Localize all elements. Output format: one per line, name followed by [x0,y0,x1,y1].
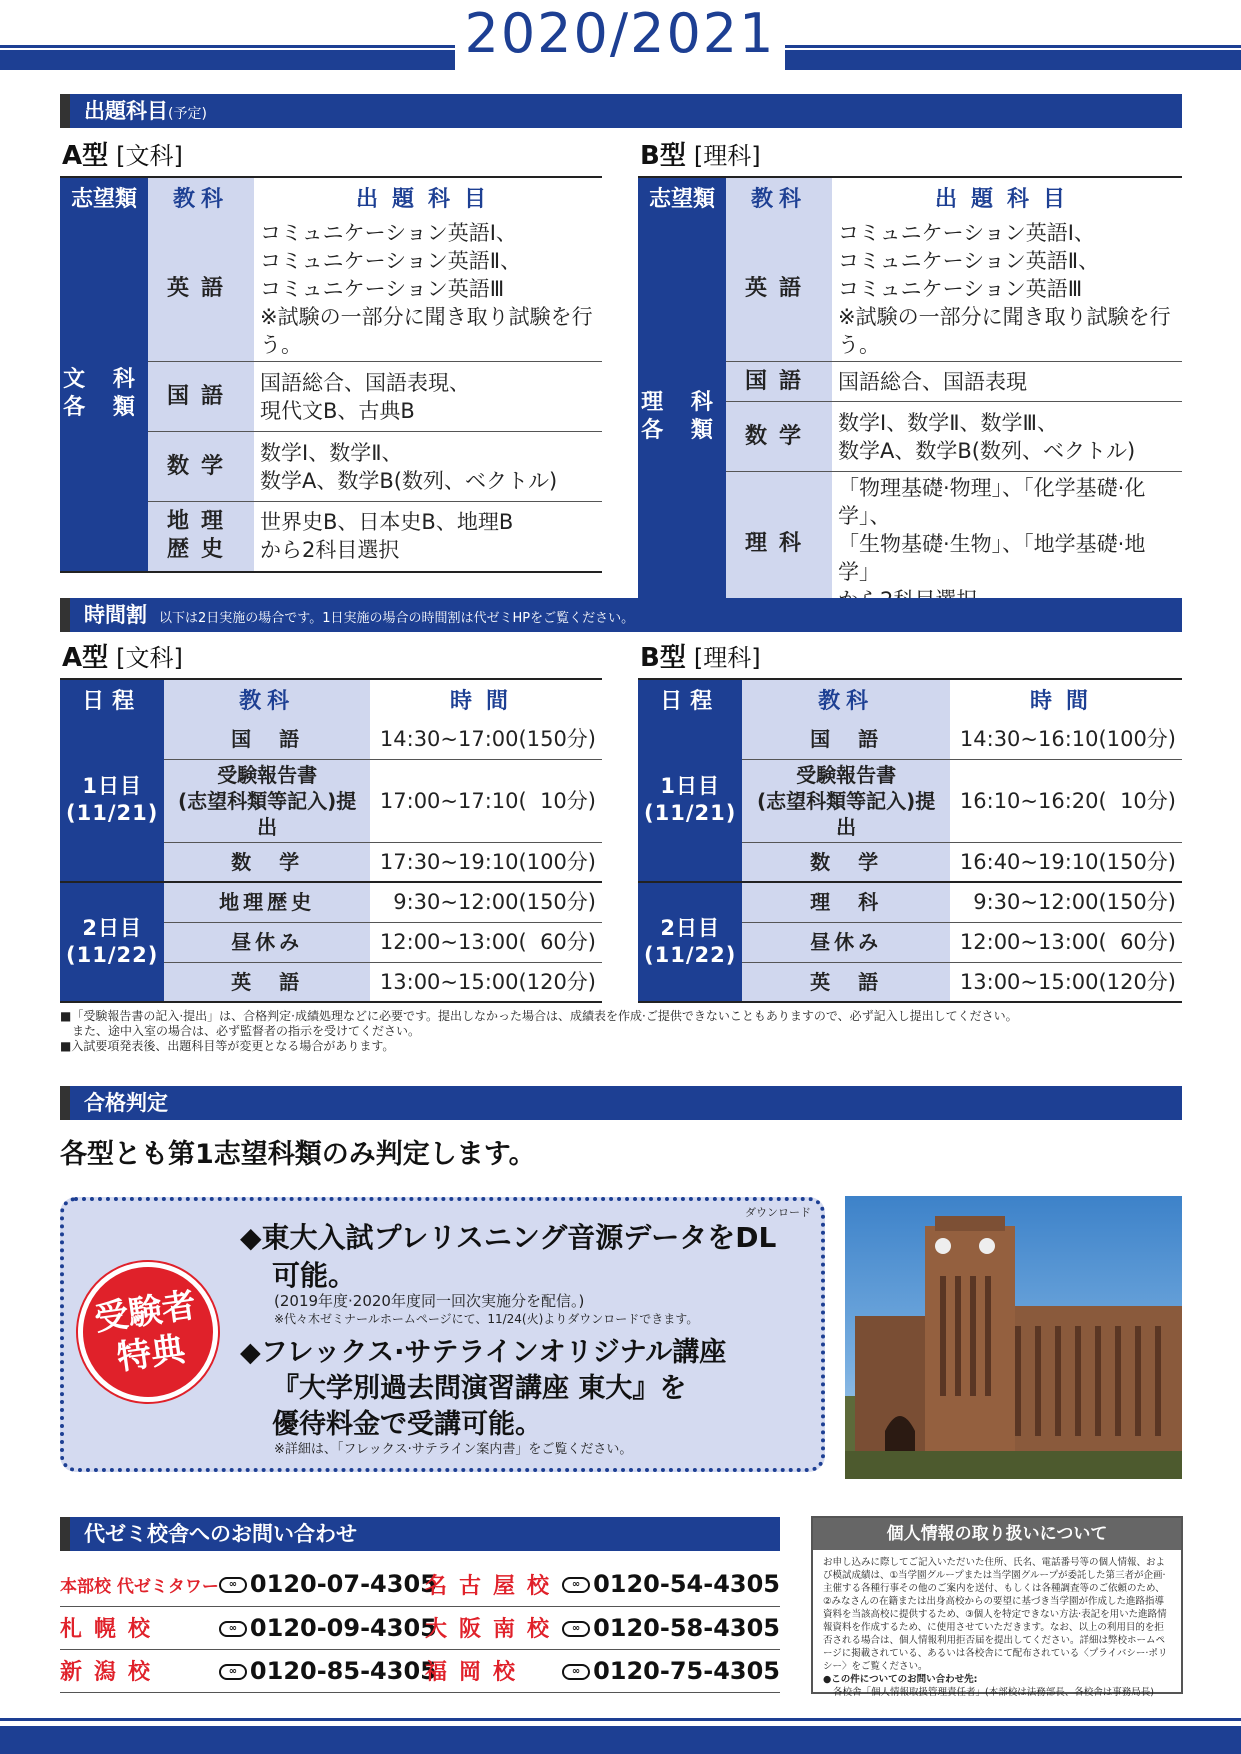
campus-name: 本部校 代ゼミタワー [60,1563,219,1606]
subject-cell: 英 語 [164,962,370,1002]
b-subjects-table [638,176,1182,618]
note-3: ■入試要項発表後、出題科目等が変更となる場合があります。 [60,1039,395,1053]
b-type-label: B型 [640,141,686,171]
a-type-category: [文科] [116,644,183,672]
subject-cell: 数 学 [164,842,370,882]
day-cell: 1日目 (11/21) [60,719,164,882]
time-cell: 16:10~16:20( 10分) [950,759,1182,842]
a-subjects-table [60,176,602,573]
header-day: 日程 [638,679,742,719]
header-time: 時間 [950,679,1182,719]
campus-phone [219,1563,437,1606]
a-type-heading [62,140,183,172]
campus-phone [562,1563,780,1606]
campus-phone [219,1606,437,1649]
b-timetable [638,678,1182,1003]
group-cell: 文 科 各 類 [60,217,148,572]
time-cell: 13:00~15:00(120分) [370,962,602,1002]
benefit-2-title-2: 『大学別過去問演習講座 東大』を [272,1373,687,1404]
section-header-subjects [60,94,1182,128]
header-subject: 教科 [164,679,370,719]
subject-cell: 受験報告書 (志望科類等記入)提出 [742,759,950,842]
privacy-box [811,1516,1183,1698]
subject-row [60,217,602,362]
a-type-heading-2 [62,642,183,674]
badge-text: 受験者 特典 [91,1285,199,1379]
timetable-row [60,882,602,922]
time-cell: 14:30~16:10(100分) [950,719,1182,759]
freedial-icon: ∞ [562,1577,590,1593]
phone-number[interactable]: 0120-75-4305 [593,1656,780,1685]
section-title: 時間割 [84,603,147,627]
subject-cell: 国語 [148,362,254,432]
subject-cell: 数 学 [742,842,950,882]
section-title: 合格判定 [84,1091,168,1115]
note-2: また、途中入室の場合は、必ず監督者の指示を受けてください。 [60,1024,421,1038]
campus-name: 札幌校 [60,1606,219,1649]
privacy-body: お申し込みに際してご記入いただいた住所、氏名、電話番号等の個人情報、および模試成績は、①当学園グループまたは当学園グループが委託した第三者が企画·主催する各種行事その他のご案内を送付、もしくは各種調査等のご依頼のため、②みなさんの在籍または出身高校からの要望に基づき当学園が作成した進路指導資料を当該高校に提供するため、③個人を特定できない方法·表記を用いた進路情報資料を作成するため、に使用させていただきます。なお、以上の利用目的を拒否される場合は、個人情報利用拒否届を提出してください。詳細は弊校ホームページに掲載されている、あるいは各校舎にて配布されている〈プライバシー·ポリシー〉をご覧ください。 [823,1557,1168,1672]
contact-list-left [60,1563,437,1693]
benefit-2-note: ※詳細は、「フレックス·サテライン案内書」をご覧ください。 [274,1442,633,1457]
group-cell: 理 科 各 類 [638,217,726,617]
b-type-heading [640,140,761,172]
notes [60,1009,1182,1054]
items-cell: 国語総合、国語表現 [832,362,1182,402]
benefit-2-title-3: 優待料金で受講可能。 [272,1409,542,1440]
freedial-icon: ∞ [562,1621,590,1637]
header-group: 志望類 [60,177,148,217]
b-type-category: [理科] [693,142,761,170]
time-cell: 17:00~17:10( 10分) [370,759,602,842]
phone-number[interactable]: 0120-09-4305 [249,1613,437,1642]
bottom-band-line [0,1718,1241,1721]
contact-row [425,1606,780,1649]
timetable-row [60,719,602,759]
freedial-icon: ∞ [562,1664,590,1680]
section-note: 以下は2日実施の場合です。1日実施の場合の時間割は代ゼミHPをご覧ください。 [159,611,635,626]
items-cell: 国語総合、国語表現、 現代文B、古典B [254,362,602,432]
subject-cell: 数学 [148,432,254,502]
note-1: ■「受験報告書の記入·提出」は、合格判定·成績処理などに必要です。提出しなかった場合は、成績表を作成·ご提供できないこともありますので、必ず記入し提出してください。 [60,1009,1018,1023]
campus-phone [219,1649,437,1692]
b-type-label: B型 [640,643,686,673]
time-cell: 12:00~13:00( 60分) [370,922,602,962]
tower-illustration [845,1196,1182,1479]
subject-cell: 英語 [148,217,254,362]
subject-cell: 昼休み [742,922,950,962]
timetable-row [638,719,1182,759]
header-items: 出題科目 [254,177,602,217]
subject-row [638,217,1182,362]
phone-number[interactable]: 0120-54-4305 [593,1570,780,1599]
header-group: 志望類 [638,177,726,217]
subject-cell: 英 語 [742,962,950,1002]
subject-cell: 英語 [726,217,832,362]
day-cell: 2日目 (11/22) [60,882,164,1002]
freedial-icon: ∞ [219,1577,247,1593]
time-cell: 9:30~12:00(150分) [950,882,1182,922]
subject-cell: 数学 [726,402,832,472]
items-cell: コミュニケーション英語Ⅰ、 コミュニケーション英語Ⅱ、 コミュニケーション英語Ⅲ ※試験の一部分に聞き取り試験を行う。 [254,217,602,362]
b-type-heading-2 [640,642,761,674]
header-subject: 教科 [148,177,254,217]
subject-cell: 国 語 [742,719,950,759]
privacy-title: 個人情報の取り扱いについて [813,1518,1181,1550]
section-header-timetable [60,598,1182,632]
campus-phone [562,1649,780,1692]
contact-row [425,1563,780,1606]
items-cell: 数学Ⅰ、数学Ⅱ、 数学A、数学B(数列、ベクトル) [254,432,602,502]
timetable-row [638,882,1182,922]
time-cell: 17:30~19:10(100分) [370,842,602,882]
header-items: 出題科目 [832,177,1182,217]
header-time: 時間 [370,679,602,719]
ruby-download: ダウンロード [745,1206,811,1219]
benefit-1-detail: (2019年度·2020年度同一回次実施分を配信。) [274,1292,585,1310]
contact-row [60,1606,437,1649]
section-header-contact [60,1517,780,1551]
campus-phone [562,1606,780,1649]
time-cell: 16:40~19:10(150分) [950,842,1182,882]
day-cell: 2日目 (11/22) [638,882,742,1002]
subject-cell: 国 語 [164,719,370,759]
time-cell: 13:00~15:00(120分) [950,962,1182,1002]
benefit-1-title-2: 可能。 [272,1259,357,1292]
items-cell: 「物理基礎·物理」、「化学基礎·化学」、 「生物基礎·生物」、「地学基礎·地学」 [832,472,1182,618]
header-day: 日程 [60,679,164,719]
contact-row [60,1563,437,1606]
day-cell: 1日目 (11/21) [638,719,742,882]
freedial-icon: ∞ [219,1664,247,1680]
contact-list-right [425,1563,780,1693]
phone-number[interactable]: 0120-07-4305 [249,1570,437,1599]
benefit-1-title: ◆東大入試プレリスニング音源データをDL [240,1221,777,1254]
bottom-band [0,1726,1241,1754]
section-subtitle: (予定) [168,106,207,122]
campus-name: 福岡校 [425,1649,562,1692]
section-title: 代ゼミ校舎へのお問い合わせ [84,1522,357,1546]
subject-cell: 昼休み [164,922,370,962]
a-type-category: [文科] [116,142,183,170]
a-timetable [60,678,602,1003]
freedial-icon: ∞ [219,1621,247,1637]
items-cell: 数学Ⅰ、数学Ⅱ、数学Ⅲ、 数学A、数学B(数列、ベクトル) [832,402,1182,472]
a-type-label: A型 [62,643,109,673]
section-header-judgement [60,1086,1182,1120]
judgement-text: 各型とも第1志望科類のみ判定します。 [60,1139,536,1170]
header-subject: 教科 [726,177,832,217]
benefit-1-note: ※代々木ゼミナールホームページにて、11/24(火)よりダウンロードできます。 [274,1312,699,1326]
time-cell: 9:30~12:00(150分) [370,882,602,922]
privacy-contact-label: ●この件についてのお問い合わせ先: [823,1674,978,1685]
header-subject: 教科 [742,679,950,719]
b-type-category: [理科] [693,644,761,672]
campus-name: 大阪南校 [425,1606,562,1649]
phone-number[interactable]: 0120-58-4305 [593,1613,780,1642]
section-title: 出題科目 [84,99,168,123]
items-cell: 世界史B、日本史B、地理B から2科目選択 [254,502,602,572]
contact-row [60,1649,437,1692]
university-photo [845,1196,1182,1479]
benefit-2-title: ◆フレックス·サテラインオリジナル講座 [240,1337,727,1368]
campus-name: 名古屋校 [425,1563,562,1606]
a-type-label: A型 [62,141,109,171]
items-cell: コミュニケーション英語Ⅰ、 コミュニケーション英語Ⅱ、 コミュニケーション英語Ⅲ ※試験の一部分に聞き取り試験を行う。 [832,217,1182,362]
contact-row [425,1649,780,1692]
subject-cell: 地理歴史 [164,882,370,922]
campus-name: 新潟校 [60,1649,219,1692]
privacy-contact-body: 各校舎「個人情報取扱管理責任者」(本部校は法務部長、各校舎は事務局長) [833,1687,1154,1698]
year-title: 2020/2021 [455,0,785,70]
subject-cell: 受験報告書 (志望科類等記入)提出 [164,759,370,842]
subject-cell: 地理 歴史 [148,502,254,572]
phone-number[interactable]: 0120-85-4305 [249,1656,437,1685]
time-cell: 12:00~13:00( 60分) [950,922,1182,962]
subject-cell: 理 科 [742,882,950,922]
time-cell: 14:30~17:00(150分) [370,719,602,759]
subject-cell: 理科 [726,472,832,618]
subject-cell: 国語 [726,362,832,402]
